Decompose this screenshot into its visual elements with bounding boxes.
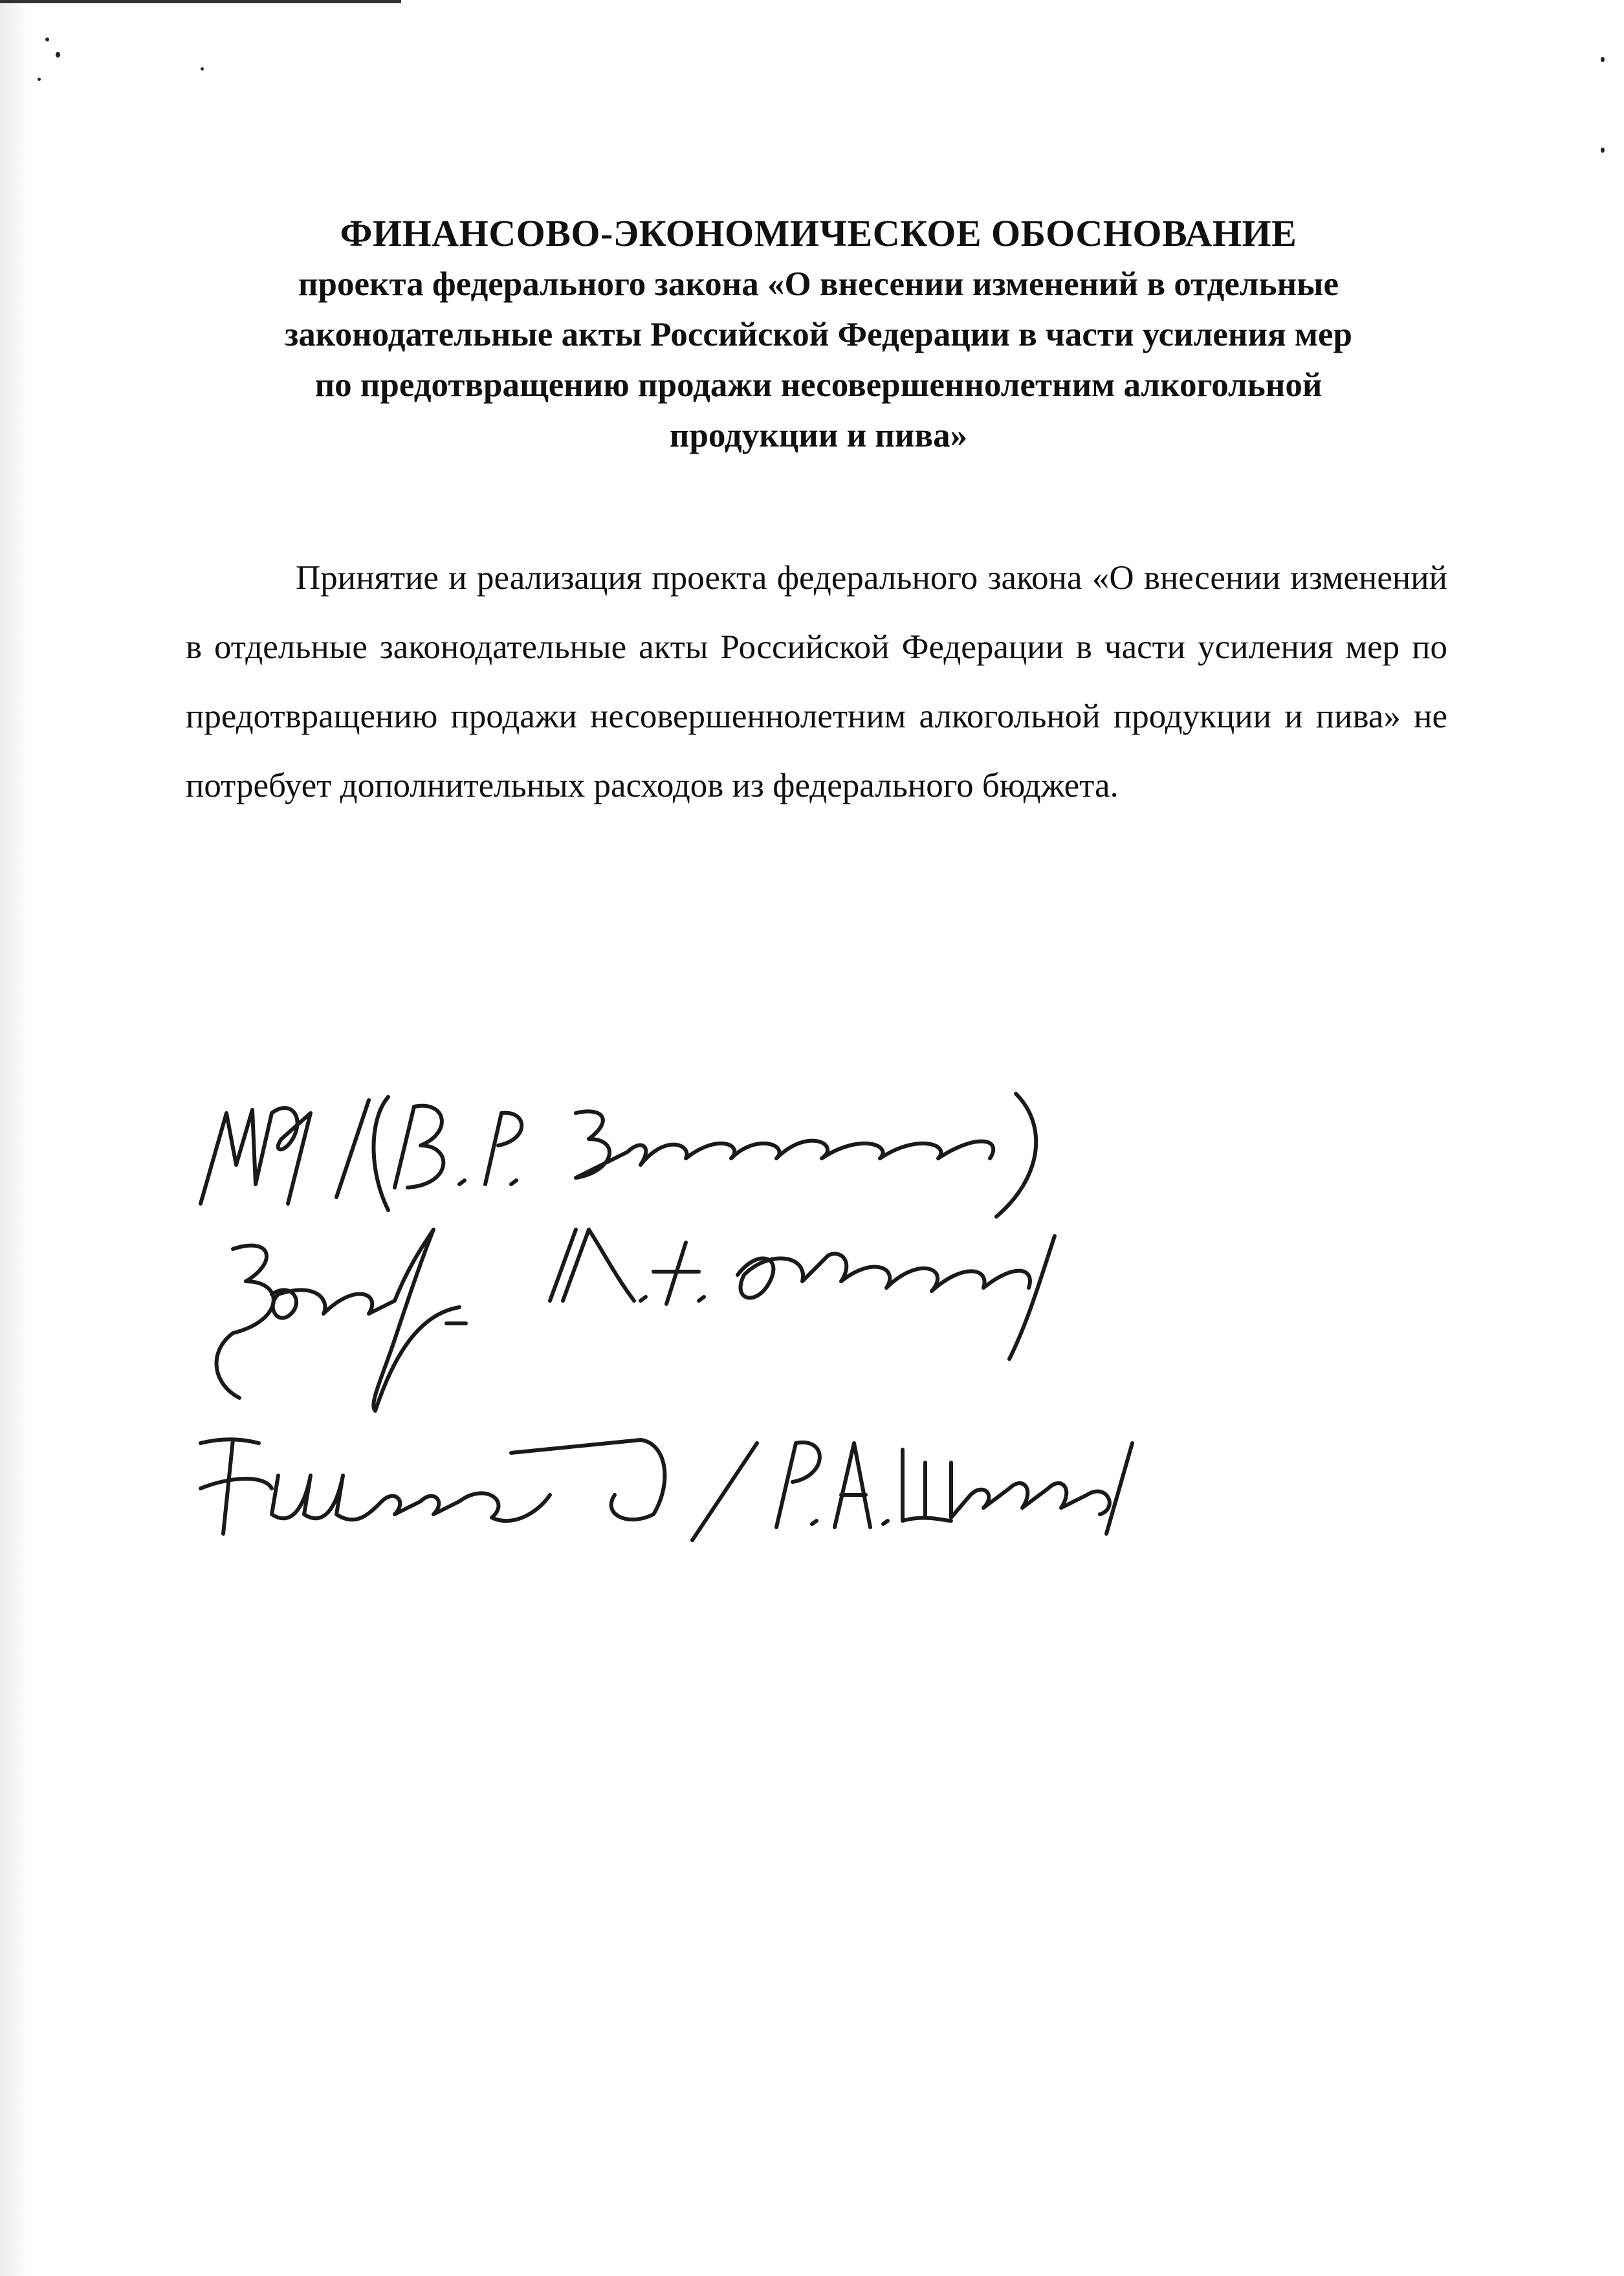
signature-3 [175,1404,1113,1579]
scan-speck [1601,57,1605,62]
document-heading [162,208,1475,461]
signature-block [175,1074,1145,1579]
signature-2 [188,1210,1126,1417]
scan-speck [38,78,41,81]
scan-speck [56,52,60,58]
scan-shadow-edge [0,0,30,2276]
document-subtitle: проекта федерального закона «О внесении изменений в отдельные законодательные акты Российской Федерации в части усиления мер по предотвращению продажи несовершеннолетним алкогольной продукции и пива» [284,265,1353,454]
document-body-paragraph: Принятие и реализация проекта федерального закона «О внесении изменений в отдельные законодательные акты Российской Федерации в части усиления мер по предотвращению продажи несовершеннолетним алкогольной продукции и пива» не потребует дополнительных расходов из федерального бюджета. [186,559,1447,804]
document-title: ФИНАНСОВО-ЭКОНОМИЧЕСКОЕ ОБОСНОВАНИЕ [340,212,1297,254]
scan-speck [201,67,204,71]
scan-speck [1601,148,1605,153]
scan-speck [45,38,49,41]
scan-top-rule [0,0,401,3]
